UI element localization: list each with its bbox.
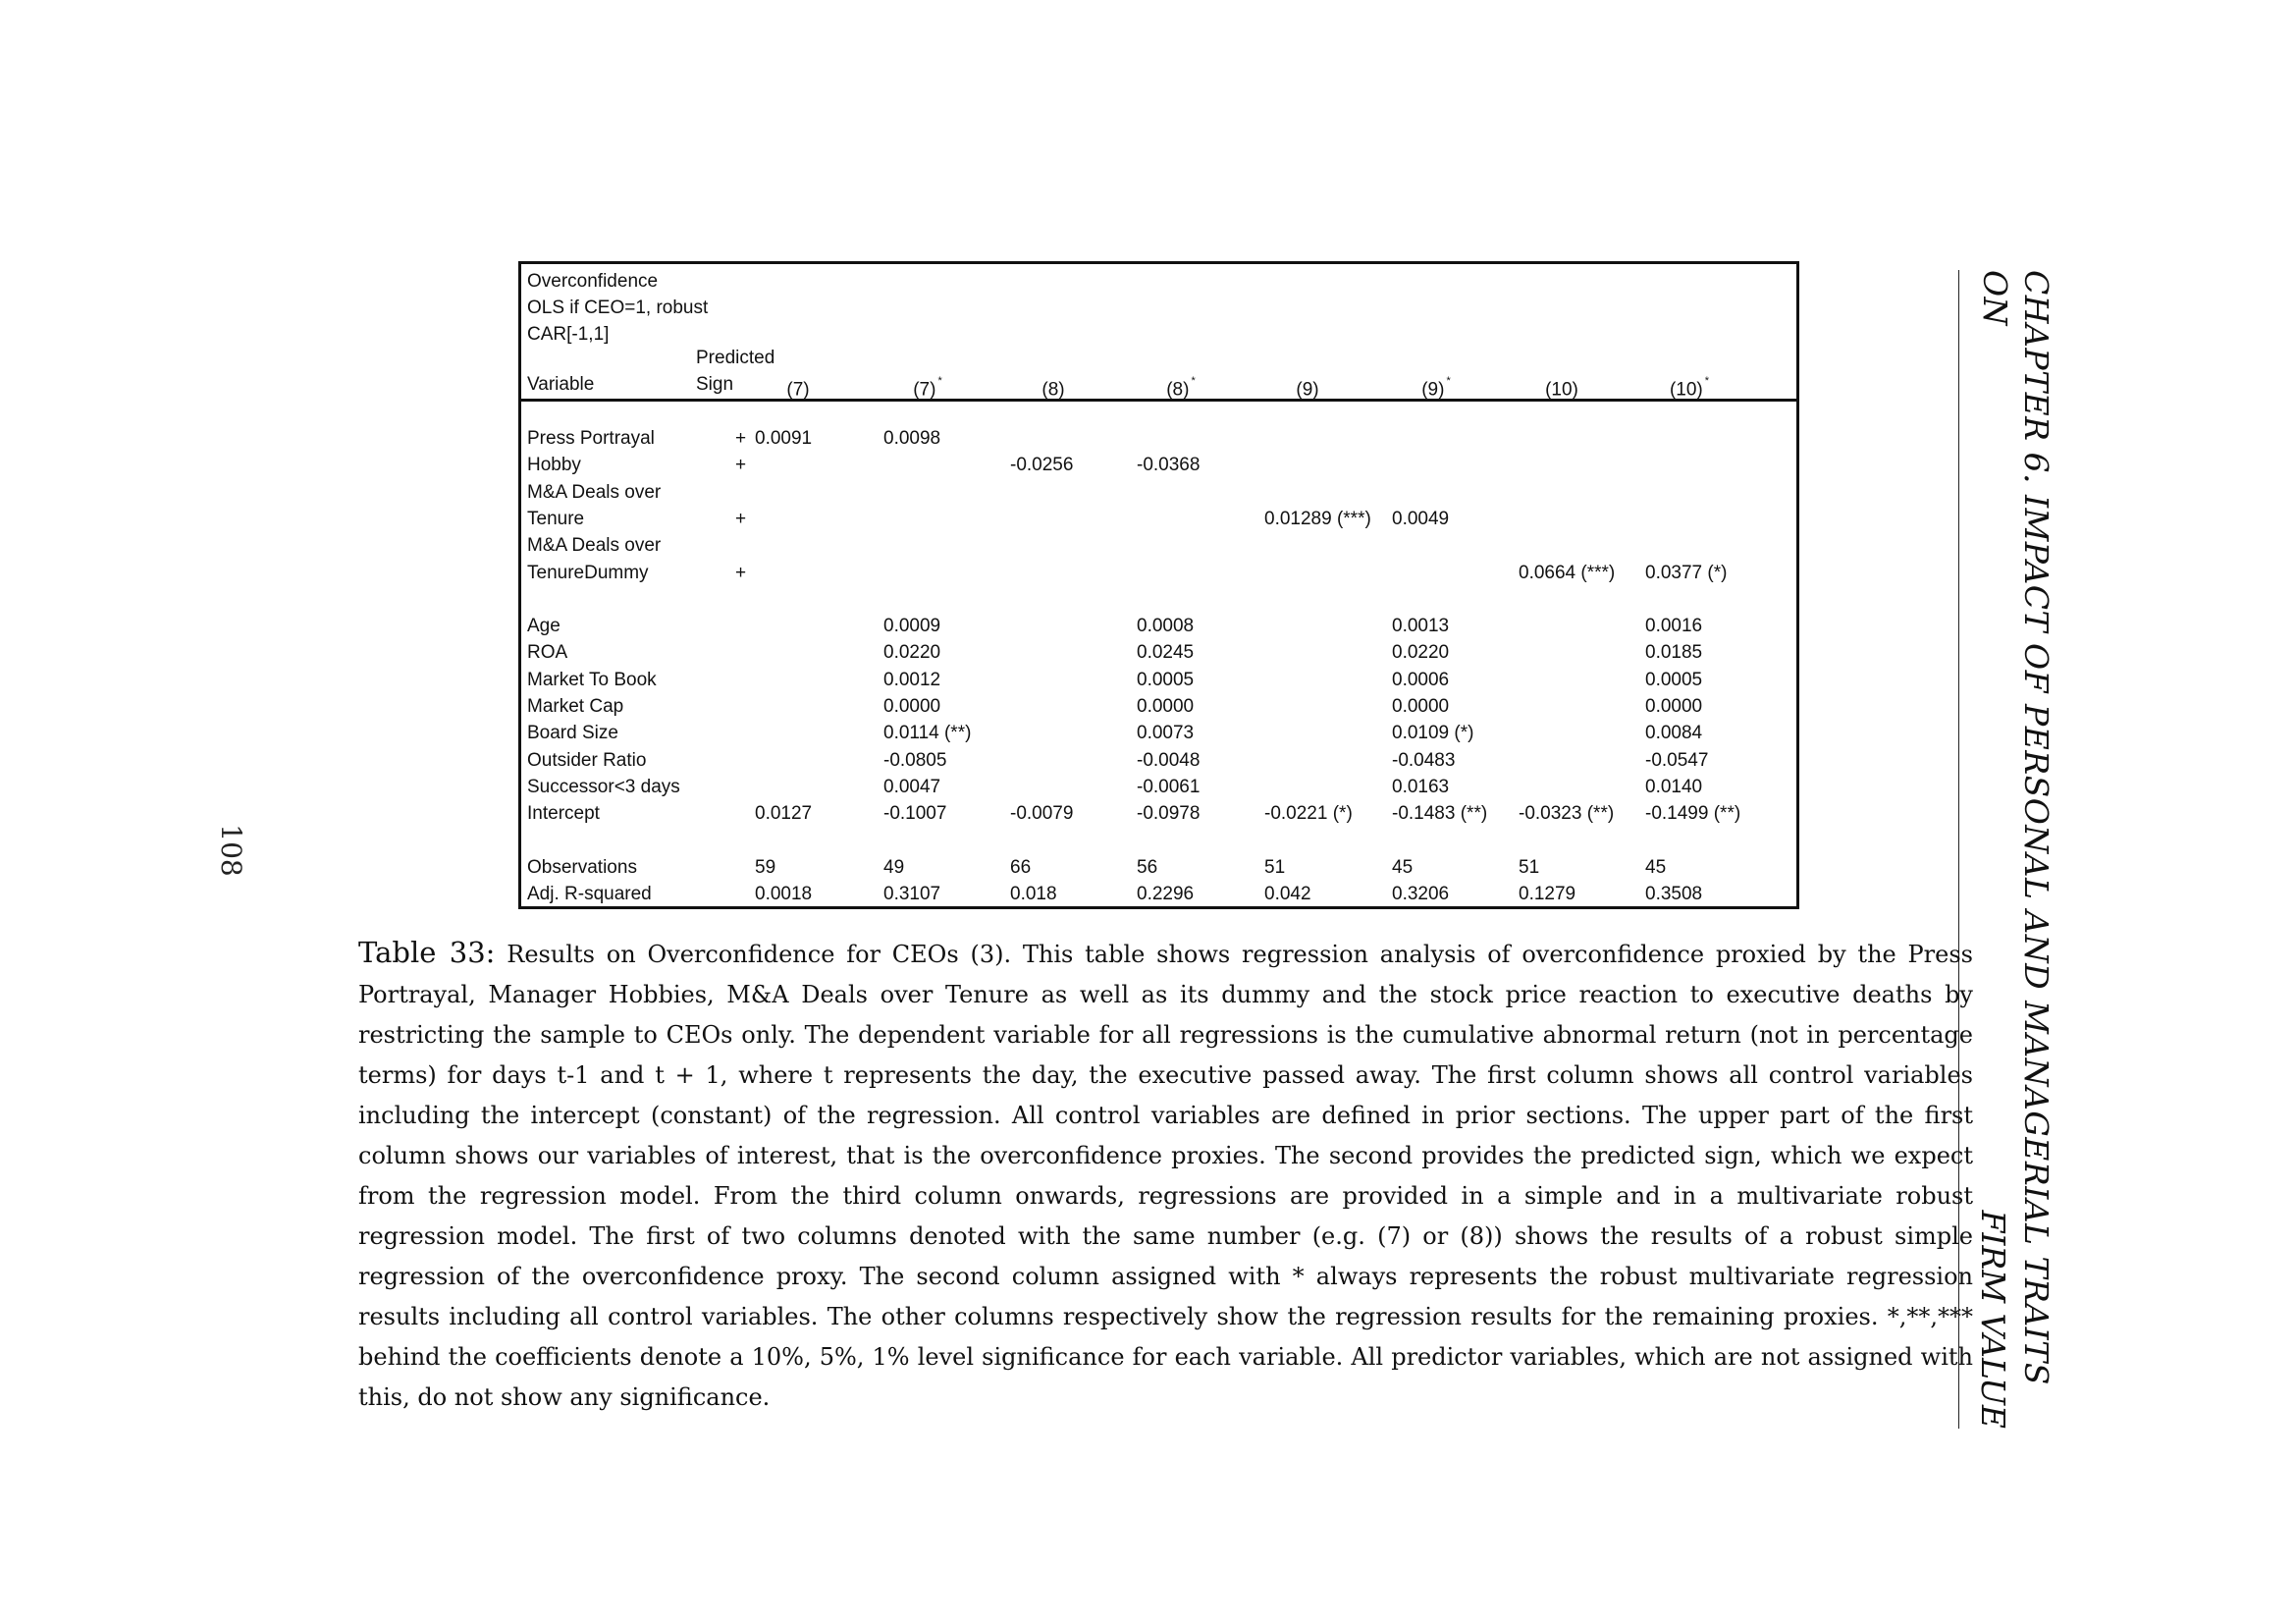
regression-table bbox=[518, 261, 1799, 909]
table-cell: -0.1007 bbox=[883, 803, 947, 825]
sign-header: Sign bbox=[696, 374, 734, 395]
table-title bbox=[527, 268, 708, 348]
running-header bbox=[1958, 270, 2056, 1429]
row-label: Press Portrayal bbox=[527, 428, 655, 449]
table-cell: 0.0000 bbox=[883, 696, 941, 717]
table-cell: 0.0012 bbox=[883, 669, 941, 690]
table-cell: 0.0114 (**) bbox=[883, 723, 972, 744]
table-cell: -0.1499 (**) bbox=[1645, 803, 1741, 825]
row-sign: + bbox=[735, 428, 747, 449]
table-cell: -0.0805 bbox=[883, 749, 947, 771]
row-label: Intercept bbox=[527, 803, 600, 825]
row-label: Market Cap bbox=[527, 696, 624, 717]
row-label: TenureDummy bbox=[527, 562, 649, 583]
row-label: ROA bbox=[527, 642, 568, 664]
running-header-line1: CHAPTER 6. IMPACT OF PERSONAL AND MANAGERIAL TRAITS ON bbox=[1976, 270, 2056, 1385]
table-cell: -0.0079 bbox=[1010, 803, 1074, 825]
table-cell: 0.0073 bbox=[1137, 723, 1195, 744]
column-header: (10) * bbox=[1669, 375, 1710, 401]
table-cell: 0.0018 bbox=[755, 884, 813, 905]
table-cell: 59 bbox=[755, 856, 776, 878]
table-cell: 0.018 bbox=[1010, 884, 1057, 905]
table-cell: -0.1483 (**) bbox=[1392, 803, 1488, 825]
table-cell: 0.0006 bbox=[1392, 669, 1450, 690]
table-title-line: OLS if CEO=1, robust bbox=[527, 298, 709, 318]
table-cell: 56 bbox=[1137, 856, 1158, 878]
table-cell: -0.0256 bbox=[1010, 455, 1074, 476]
table-cell: 0.0016 bbox=[1645, 616, 1703, 637]
table-cell: 51 bbox=[1264, 856, 1286, 878]
row-sign: + bbox=[735, 455, 747, 476]
row-sign: + bbox=[735, 562, 747, 583]
table-cell: 0.0047 bbox=[883, 776, 941, 797]
table-cell: 0.3206 bbox=[1392, 884, 1450, 905]
row-label: Adj. R-squared bbox=[527, 884, 652, 905]
table-cell: -0.0048 bbox=[1137, 749, 1201, 771]
row-label: M&A Deals over bbox=[527, 481, 662, 503]
table-cell: 0.0140 bbox=[1645, 776, 1703, 797]
row-label: Observations bbox=[527, 856, 637, 878]
table-cell: -0.0221 (*) bbox=[1264, 803, 1353, 825]
running-header-line2: FIRM VALUE bbox=[1974, 1210, 2012, 1429]
table-cell: -0.0368 bbox=[1137, 455, 1201, 476]
table-cell: 0.0009 bbox=[883, 616, 941, 637]
table-cell: 0.0220 bbox=[1392, 642, 1450, 664]
table-cell: 66 bbox=[1010, 856, 1032, 878]
column-header: (9) * bbox=[1421, 375, 1451, 401]
table-cell: 0.0000 bbox=[1137, 696, 1195, 717]
table-cell: 0.0005 bbox=[1645, 669, 1703, 690]
table-cell: 51 bbox=[1519, 856, 1540, 878]
table-cell: 0.0008 bbox=[1137, 616, 1195, 637]
table-cell: 0.042 bbox=[1264, 884, 1311, 905]
table-cell: 0.0005 bbox=[1137, 669, 1195, 690]
table-cell: 0.0049 bbox=[1392, 508, 1450, 529]
row-label: Market To Book bbox=[527, 669, 657, 690]
table-cell: 0.0084 bbox=[1645, 723, 1703, 744]
caption-text: Results on Overconfidence for CEOs (3). This table shows regression analysis of overconfidence proxied by the Press Portrayal, Manager Hobbies, M&A Deals over Tenure as well as its dummy and the stock price reaction to executive deaths by restricting the sample to CEOs only. The dependent variable for all regressions is the cumulative abnormal return (not in percentage terms) for days t-1 and t + 1, where t represents the day, the executive passed away. The first column shows all control variables including the intercept (constant) of the regression. All control variables are defined in prior sections. The upper part of the first column shows our variables of interest, that is the overconfidence proxies. The second provides the predicted sign, which we expect from the regression model. From the third column onwards, regressions are provided in a simple and in a multivariate robust regression model. The first of two columns denoted with the same number (e.g. (7) or (8)) shows the results of a robust simple regression of the overconfidence proxy. The second column assigned with * always represents the robust multivariate regression results including all control variables. The other columns respectively show the regression results for the remaining proxies. *,**,*** behind the coefficients denote a 10%, 5%, 1% level significance for each variable. All predictor variables, which are not assigned with this, do not show any significance. bbox=[358, 941, 1973, 1411]
table-cell: -0.0978 bbox=[1137, 803, 1201, 825]
table-cell: 45 bbox=[1392, 856, 1414, 878]
table-cell: 49 bbox=[883, 856, 905, 878]
table-title-line: CAR[-1,1] bbox=[527, 324, 610, 345]
table-cell: -0.0483 bbox=[1392, 749, 1456, 771]
table-cell: 0.0377 (*) bbox=[1645, 562, 1728, 583]
row-label: Successor<3 days bbox=[527, 776, 680, 797]
predicted-header: Predicted bbox=[696, 348, 775, 368]
table-cell: 0.0127 bbox=[755, 803, 813, 825]
table-cell: 0.0000 bbox=[1645, 696, 1703, 717]
caption-label: Table 33: bbox=[358, 936, 496, 969]
column-header: (8) bbox=[1041, 379, 1065, 401]
table-cell: 0.3508 bbox=[1645, 884, 1703, 905]
table-cell: -0.0061 bbox=[1137, 776, 1201, 797]
column-header: (7) * bbox=[913, 375, 942, 401]
column-header: (10) bbox=[1545, 379, 1578, 401]
column-header: (9) bbox=[1296, 379, 1319, 401]
column-header: (7) bbox=[786, 379, 810, 401]
row-label: M&A Deals over bbox=[527, 535, 662, 557]
table-cell: 0.0098 bbox=[883, 428, 941, 449]
table-cell: 0.0000 bbox=[1392, 696, 1450, 717]
table-cell: 0.1279 bbox=[1519, 884, 1576, 905]
table-cell: 0.0163 bbox=[1392, 776, 1450, 797]
row-label: Board Size bbox=[527, 723, 618, 744]
table-cell: 0.0091 bbox=[755, 428, 813, 449]
column-header: (8) * bbox=[1166, 375, 1196, 401]
variable-header: Variable bbox=[527, 374, 595, 395]
row-label: Tenure bbox=[527, 508, 585, 529]
table-cell: 0.01289 (***) bbox=[1264, 508, 1371, 529]
row-label: Hobby bbox=[527, 455, 581, 476]
table-cell: 0.0220 bbox=[883, 642, 941, 664]
table-caption bbox=[358, 933, 1973, 1418]
row-label: Age bbox=[527, 616, 561, 637]
row-sign: + bbox=[735, 508, 747, 529]
table-cell: 0.3107 bbox=[883, 884, 941, 905]
table-cell: 0.0664 (***) bbox=[1519, 562, 1616, 583]
table-cell: -0.0323 (**) bbox=[1519, 803, 1615, 825]
table-cell: 0.0185 bbox=[1645, 642, 1703, 664]
table-cell: 0.0245 bbox=[1137, 642, 1195, 664]
row-label: Outsider Ratio bbox=[527, 749, 647, 771]
table-cell: 0.0013 bbox=[1392, 616, 1450, 637]
table-cell: 0.2296 bbox=[1137, 884, 1195, 905]
table-cell: 45 bbox=[1645, 856, 1667, 878]
table-cell: -0.0547 bbox=[1645, 749, 1709, 771]
page-number: 108 bbox=[215, 824, 248, 877]
table-title-line: Overconfidence bbox=[527, 271, 659, 292]
table-cell: 0.0109 (*) bbox=[1392, 723, 1474, 744]
